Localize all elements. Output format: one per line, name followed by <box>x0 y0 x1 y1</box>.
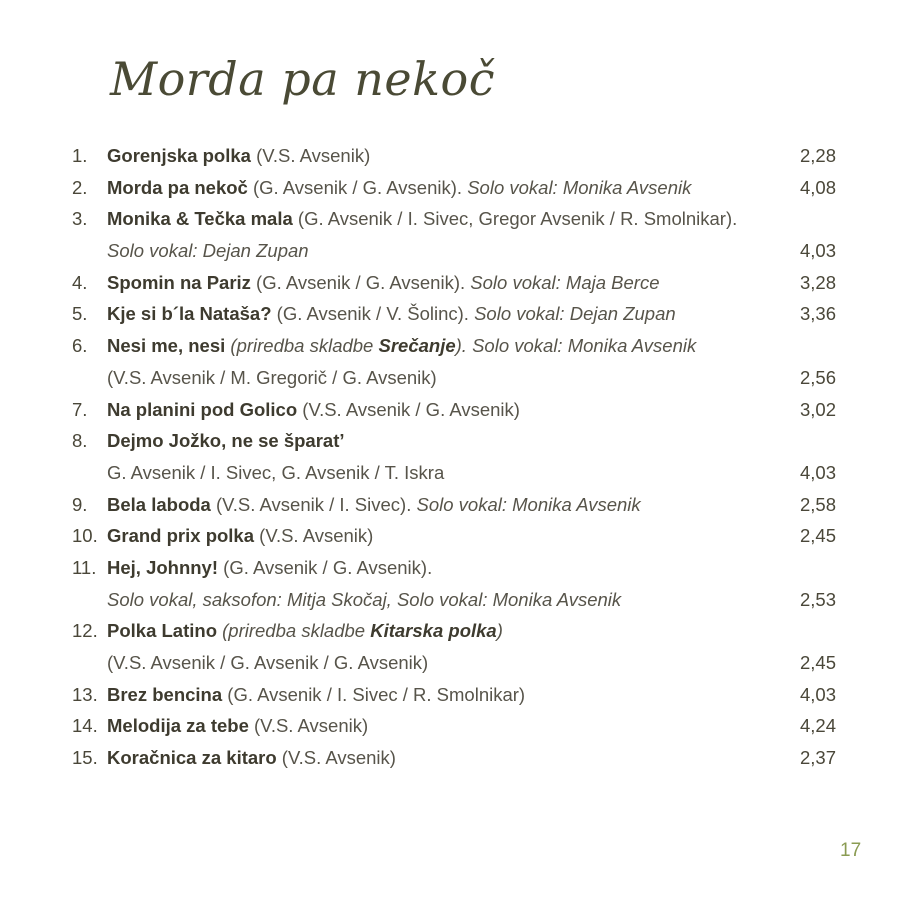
track-row <box>72 425 842 457</box>
track-row-continuation <box>72 457 842 489</box>
track-number: 7. <box>72 398 88 420</box>
track-row-continuation <box>72 647 842 679</box>
page-number: 17 <box>840 840 862 861</box>
track-content <box>107 140 842 172</box>
track-number: 15. <box>72 747 98 769</box>
track-row <box>72 140 842 172</box>
track-title: Kje si b´la Nataša? <box>107 303 272 325</box>
track-title: Nesi me, nesi <box>107 335 226 357</box>
track-duration: 3,28 <box>799 271 836 293</box>
track-row <box>72 330 842 362</box>
track-duration: 4,24 <box>799 715 836 737</box>
track-arrangement-prefix: (priredba skladbe <box>217 620 371 642</box>
track-content <box>107 235 842 267</box>
track-vocal: Solo vokal: Monika Avsenik <box>416 493 641 515</box>
track-duration: 4,03 <box>799 683 836 705</box>
track-credits: (G. Avsenik / G. Avsenik). <box>247 176 468 198</box>
track-duration: 2,58 <box>799 493 836 515</box>
track-credits: (G. Avsenik / V. Šolinc). <box>271 303 475 325</box>
track-content <box>107 172 842 204</box>
track-content <box>107 330 842 362</box>
track-credits: (V.S. Avsenik) <box>276 747 396 769</box>
track-title: Bela laboda <box>107 493 211 515</box>
track-number: 14. <box>72 715 98 737</box>
track-duration: 2,56 <box>799 366 836 388</box>
page-title: Morda pa nekoč <box>110 52 495 106</box>
track-title: Gorenjska polka <box>107 145 251 166</box>
track-content <box>107 457 842 489</box>
track-number: 4. <box>72 271 88 293</box>
track-arrangement-suffix: ) <box>496 620 503 642</box>
track-title: Melodija za tebe <box>107 715 249 737</box>
track-duration: 2,28 <box>799 145 836 166</box>
track-content <box>107 552 842 584</box>
track-credits: (G. Avsenik / G. Avsenik). <box>218 556 433 578</box>
track-number: 10. <box>72 525 98 547</box>
track-credits: (V.S. Avsenik) <box>250 145 371 166</box>
track-number: 11. <box>72 556 97 578</box>
track-content <box>107 679 842 711</box>
track-credits: (V.S. Avsenik) <box>254 525 374 547</box>
track-row <box>72 552 842 584</box>
track-row <box>72 679 842 711</box>
track-number: 13. <box>72 683 98 705</box>
track-content <box>107 742 842 774</box>
track-content <box>107 203 842 235</box>
track-title: Polka Latino <box>107 620 217 642</box>
track-vocal: Solo vokal: Maja Berce <box>470 271 660 293</box>
track-row <box>72 298 842 330</box>
track-number: 3. <box>72 208 88 230</box>
track-number: 6. <box>72 335 88 357</box>
track-number: 2. <box>72 176 88 198</box>
track-title: Na planini pod Golico <box>107 398 298 420</box>
track-credits: (G. Avsenik / I. Sivec / R. Smolnikar) <box>222 683 526 705</box>
track-content <box>107 489 842 521</box>
track-title: Spomin na Pariz <box>107 271 251 293</box>
track-row-continuation <box>72 584 842 616</box>
track-number: 12. <box>72 620 98 642</box>
track-title: Dejmo Jožko, ne se šparat’ <box>107 430 345 452</box>
track-vocal: Solo vokal: Dejan Zupan <box>107 240 309 262</box>
track-content <box>107 298 842 330</box>
track-content <box>107 267 842 299</box>
track-row-continuation <box>72 235 842 267</box>
track-credits: (G. Avsenik / G. Avsenik). <box>250 271 471 293</box>
track-row <box>72 520 842 552</box>
track-row <box>72 267 842 299</box>
track-title: Brez bencina <box>107 683 223 705</box>
track-row <box>72 489 842 521</box>
track-duration: 4,03 <box>799 461 836 483</box>
track-content <box>107 394 842 426</box>
track-credits: (V.S. Avsenik) <box>248 715 369 737</box>
track-list <box>72 140 842 774</box>
track-duration: 2,45 <box>799 652 836 673</box>
track-duration: 4,03 <box>799 240 836 262</box>
track-vocal: Solo vokal: Monika Avsenik <box>467 176 692 198</box>
track-number: 1. <box>72 145 88 166</box>
track-content <box>107 362 842 394</box>
track-row <box>72 172 842 204</box>
track-credits: G. Avsenik / I. Sivec, G. Avsenik / T. Iskra <box>107 461 445 483</box>
track-title: Morda pa nekoč <box>107 176 248 198</box>
track-content <box>107 520 842 552</box>
track-credits: (V.S. Avsenik / G. Avsenik) <box>297 398 520 420</box>
track-credits: (V.S. Avsenik / G. Avsenik / G. Avsenik) <box>107 652 429 673</box>
track-content <box>107 425 842 457</box>
track-arrangement-prefix: (priredba skladbe <box>225 335 379 357</box>
track-title: Hej, Johnny! <box>107 556 219 578</box>
track-row <box>72 394 842 426</box>
track-row <box>72 710 842 742</box>
track-row <box>72 742 842 774</box>
track-credits: (V.S. Avsenik / I. Sivec). <box>210 493 417 515</box>
track-duration: 2,45 <box>799 525 836 547</box>
track-row-continuation <box>72 362 842 394</box>
track-duration: 2,53 <box>799 588 836 610</box>
track-duration: 2,37 <box>799 747 836 769</box>
track-content <box>107 647 842 679</box>
track-row <box>72 203 842 235</box>
track-content <box>107 584 842 616</box>
track-arrangement-title: Kitarska polka <box>370 620 497 642</box>
track-number: 8. <box>72 430 88 452</box>
track-duration: 3,36 <box>799 303 836 325</box>
track-arrangement-title: Srečanje <box>378 335 456 357</box>
track-vocal: Solo vokal, saksofon: Mitja Skočaj, Solo vokal: Monika Avsenik <box>107 588 622 610</box>
track-title: Monika & Tečka mala <box>107 208 293 230</box>
track-number: 5. <box>72 303 88 325</box>
track-row <box>72 615 842 647</box>
track-credits: (G. Avsenik / I. Sivec, Gregor Avsenik / R. Smolnikar). <box>292 208 738 230</box>
track-credits: (V.S. Avsenik / M. Gregorič / G. Avsenik) <box>107 366 437 388</box>
track-title: Koračnica za kitaro <box>107 747 277 769</box>
track-arrangement-suffix: ). Solo vokal: Monika Avsenik <box>455 335 697 357</box>
track-content <box>107 615 842 647</box>
track-duration: 3,02 <box>799 398 836 420</box>
track-number: 9. <box>72 493 88 515</box>
track-title: Grand prix polka <box>107 525 255 547</box>
track-vocal: Solo vokal: Dejan Zupan <box>474 303 676 325</box>
track-content <box>107 710 842 742</box>
track-duration: 4,08 <box>799 176 836 198</box>
